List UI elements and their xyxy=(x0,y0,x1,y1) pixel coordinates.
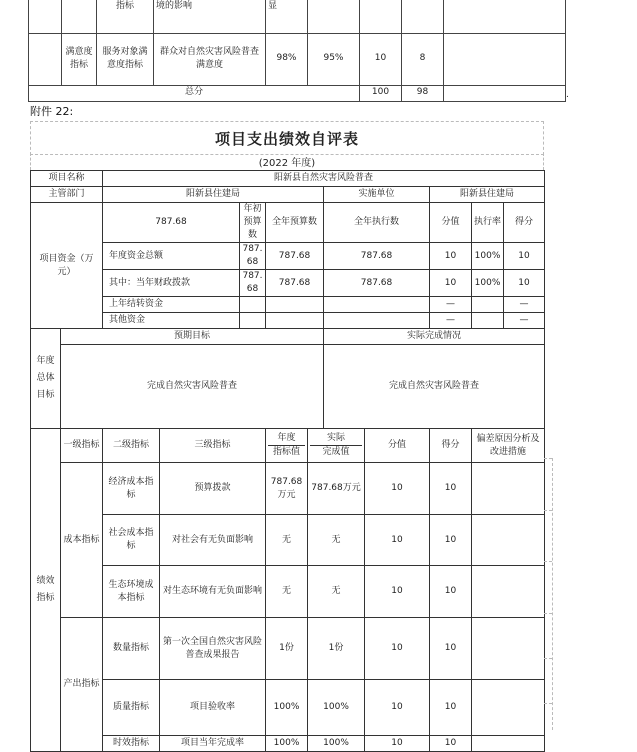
l3-cell: 对生态环境有无负面影响 xyxy=(160,566,266,618)
strip-tick xyxy=(544,510,552,511)
actual-cell: 787.68万元 xyxy=(308,463,365,515)
score-cell: 10 xyxy=(430,566,472,618)
funds-cell: 10 xyxy=(504,270,545,297)
weight-value: 10 xyxy=(360,33,402,85)
cell xyxy=(360,0,402,33)
funds-cell xyxy=(266,297,324,313)
l2-cell: 社会成本指标 xyxy=(103,515,160,566)
l3-cell: 对社会有无负面影响 xyxy=(160,515,266,566)
score-cell: 10 xyxy=(430,618,472,680)
page-title: 项目支出绩效自评表 xyxy=(214,129,359,148)
impl-value: 阳新县住建局 xyxy=(430,187,545,203)
l3-header: 三级指标 xyxy=(160,429,266,463)
funds-cell xyxy=(472,313,504,329)
funds-row-label: 年度资金总额 xyxy=(103,243,240,270)
cost-indicator-label: 成本指标 xyxy=(61,463,103,618)
weight-header: 分值 xyxy=(430,203,472,243)
cell-label: 指标 xyxy=(97,0,154,33)
goals-label: 年度总体目标 xyxy=(31,329,61,429)
target-cell: 1份 xyxy=(266,618,308,680)
output-indicator-label: 产出指标 xyxy=(61,618,103,752)
funds-cell: — xyxy=(504,313,545,329)
title-box xyxy=(30,121,544,155)
rate-header: 执行率 xyxy=(472,203,504,243)
actual-cell: 1份 xyxy=(308,618,365,680)
strip-tick xyxy=(544,703,552,704)
score-cell: 10 xyxy=(430,680,472,736)
attachment-label: 附件 22: xyxy=(30,105,74,118)
weight-cell: 10 xyxy=(365,566,430,618)
expected-goal: 完成自然灾害风险普查 xyxy=(61,345,324,429)
target-cell: 无 xyxy=(266,566,308,618)
deviation-header: 偏差原因分析及改进措施 xyxy=(472,429,545,463)
total-weight: 100 xyxy=(360,85,402,101)
weight-cell: 10 xyxy=(365,463,430,515)
cell-label: 境的影响 xyxy=(154,0,266,33)
l3-cell: 项目当年完成率 xyxy=(160,736,266,752)
strip-tick xyxy=(544,458,552,459)
actual-cell: 无 xyxy=(308,515,365,566)
strip-tick xyxy=(544,658,552,659)
funds-label: 项目资金（万元） xyxy=(31,203,103,329)
target-cell: 100% xyxy=(266,736,308,752)
actual-goal: 完成自然灾害风险普查 xyxy=(324,345,545,429)
strip-tick xyxy=(544,561,552,562)
funds-cell xyxy=(324,313,430,329)
cell xyxy=(62,0,97,33)
actual-cell: 无 xyxy=(308,566,365,618)
actual-header-bottom: 完成值 xyxy=(322,447,350,458)
year-budget-header: 年初预算数 xyxy=(240,203,266,243)
l3-cell: 第一次全国自然灾害风险普查成果报告 xyxy=(160,618,266,680)
funds-cell: 787.68 xyxy=(240,270,266,297)
score-header: 得分 xyxy=(430,429,472,463)
dot-mark: . xyxy=(566,90,569,100)
executed-header: 全年执行数 xyxy=(324,203,430,243)
l2-cell: 数量指标 xyxy=(103,618,160,680)
previous-table-fragment xyxy=(28,0,566,102)
weight-header: 分值 xyxy=(365,429,430,463)
weight-cell: 10 xyxy=(365,515,430,566)
cell xyxy=(444,85,566,101)
weight-cell: 10 xyxy=(365,680,430,736)
table-edge-strip xyxy=(544,458,553,730)
cell-label: 显 xyxy=(266,0,308,33)
l3-cell: 预算拨款 xyxy=(160,463,266,515)
funds-cell xyxy=(266,313,324,329)
cell xyxy=(444,0,566,33)
funds-cell: — xyxy=(430,297,472,313)
score-cell: 10 xyxy=(430,515,472,566)
funds-cell: 10 xyxy=(430,270,472,297)
year-label: (2022 年度) xyxy=(30,153,544,170)
actual-cell: 100% xyxy=(308,680,365,736)
dept-label: 主管部门 xyxy=(31,187,103,203)
cell xyxy=(402,0,444,33)
l2-cell: 时效指标 xyxy=(103,736,160,752)
l2-cell: 质量指标 xyxy=(103,680,160,736)
project-name: 阳新县自然灾害风险普查 xyxy=(103,171,545,187)
funds-cell: 10 xyxy=(504,243,545,270)
performance-label: 绩效指标 xyxy=(31,429,61,752)
target-cell: 787.68万元 xyxy=(266,463,308,515)
score-cell: 10 xyxy=(430,463,472,515)
cell xyxy=(308,0,360,33)
score-cell: 10 xyxy=(430,736,472,752)
funds-cell: 787.68 xyxy=(266,243,324,270)
weight-cell: 10 xyxy=(365,736,430,752)
self-evaluation-table xyxy=(30,170,545,752)
target-header xyxy=(266,429,308,463)
strip-tick xyxy=(544,613,552,614)
indicator-satisfaction: 群众对自然灾害风险普查满意度 xyxy=(154,33,266,85)
funds-cell xyxy=(240,297,266,313)
actual-value: 95% xyxy=(308,33,360,85)
l2-cell: 经济成本指标 xyxy=(103,463,160,515)
deviation-cell xyxy=(472,618,545,680)
funds-cell xyxy=(240,313,266,329)
total-label: 总分 xyxy=(29,85,360,101)
funds-amount: 787.68 xyxy=(103,203,240,243)
l1-header: 一级指标 xyxy=(61,429,103,463)
l2-header: 二级指标 xyxy=(103,429,160,463)
l2-cell: 生态环境成本指标 xyxy=(103,566,160,618)
cell xyxy=(444,33,566,85)
level2-satisfaction: 服务对象满意度指标 xyxy=(97,33,154,85)
actual-header-top: 实际 xyxy=(310,432,362,446)
funds-cell xyxy=(472,297,504,313)
funds-cell: 100% xyxy=(472,270,504,297)
funds-cell: 787.68 xyxy=(324,243,430,270)
funds-cell: 100% xyxy=(472,243,504,270)
weight-cell: 10 xyxy=(365,618,430,680)
funds-cell: 10 xyxy=(430,243,472,270)
funds-row-label: 其他资金 xyxy=(103,313,240,329)
target-cell: 无 xyxy=(266,515,308,566)
funds-cell: 787.68 xyxy=(240,243,266,270)
expected-goal-header: 预期目标 xyxy=(61,329,324,345)
funds-cell: 787.68 xyxy=(266,270,324,297)
target-cell: 100% xyxy=(266,680,308,736)
score-value: 8 xyxy=(402,33,444,85)
deviation-cell xyxy=(472,515,545,566)
funds-row-label: 上年结转资金 xyxy=(103,297,240,313)
cell xyxy=(29,0,62,33)
actual-cell: 100% xyxy=(308,736,365,752)
actual-goal-header: 实际完成情况 xyxy=(324,329,545,345)
total-score: 98 xyxy=(402,85,444,101)
impl-label: 实施单位 xyxy=(324,187,430,203)
level1-satisfaction: 满意度指标 xyxy=(62,33,97,85)
funds-cell: 787.68 xyxy=(324,270,430,297)
target-value: 98% xyxy=(266,33,308,85)
project-name-label: 项目名称 xyxy=(31,171,103,187)
deviation-cell xyxy=(472,680,545,736)
deviation-cell xyxy=(472,736,545,752)
actual-header xyxy=(308,429,365,463)
score-header: 得分 xyxy=(504,203,545,243)
target-header-top: 年度 xyxy=(268,432,305,446)
full-budget-header: 全年预算数 xyxy=(266,203,324,243)
funds-cell: — xyxy=(430,313,472,329)
funds-cell xyxy=(324,297,430,313)
deviation-cell xyxy=(472,463,545,515)
dept-value: 阳新县住建局 xyxy=(103,187,324,203)
target-header-bottom: 指标值 xyxy=(273,447,301,458)
funds-cell: — xyxy=(504,297,545,313)
cell xyxy=(29,33,62,85)
deviation-cell xyxy=(472,566,545,618)
funds-row-label: 其中：当年财政拨款 xyxy=(103,270,240,297)
l3-cell: 项目验收率 xyxy=(160,680,266,736)
